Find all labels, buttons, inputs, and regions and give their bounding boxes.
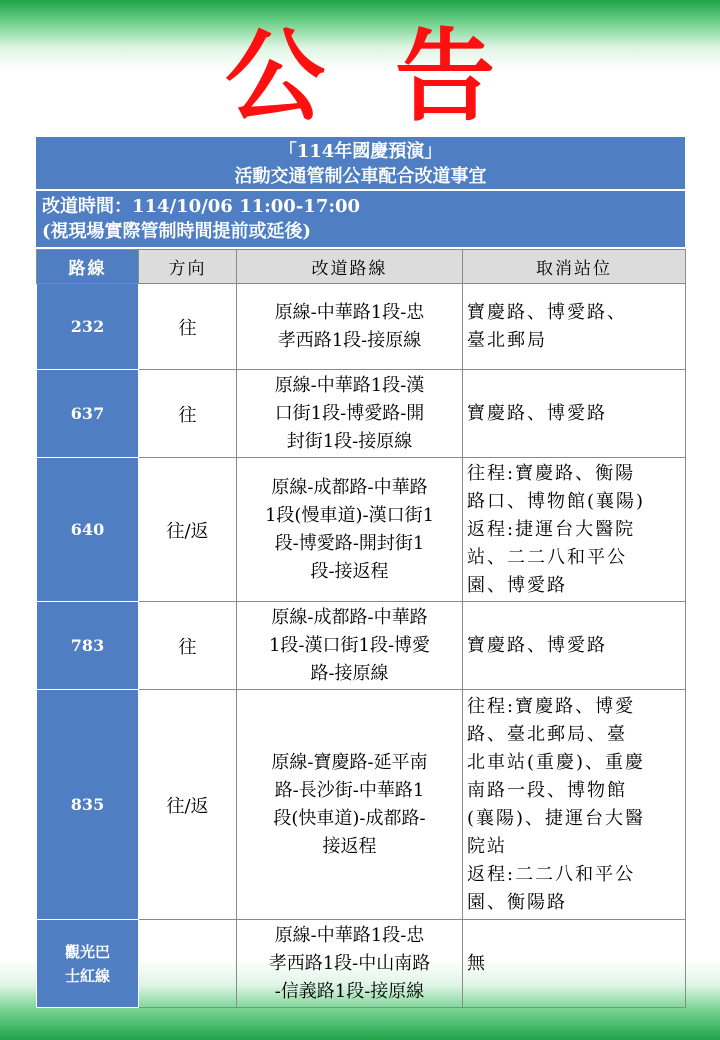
notice-sheet [36,137,685,1008]
cancelled-stops [463,602,686,690]
detour-line: 路-接原線 [310,662,389,684]
detour-line: 1段(慢車道)-漢口街1 [264,504,435,526]
detour-route [237,690,463,920]
cancelled-line: 園、博愛路 [467,574,567,596]
cancelled-line: (襄陽)、捷運台大醫 [467,807,646,829]
cancelled-line: 園、衡陽路 [467,891,567,913]
direction [139,920,237,1008]
cancelled-line: 寶慶路、博愛路 [467,402,607,424]
detour-line: 段-接返程 [310,560,389,582]
detour-time-note: (視現場實際管制時間提前或延後) [42,221,312,242]
notice-title: 公告 [225,18,565,135]
detour-route [237,370,463,458]
direction: 往 [139,602,237,690]
detour-line: 原線-中華路1段-漢 [274,374,425,396]
cancelled-line: 返程:捷運台大醫院 [467,518,636,540]
detour-route [237,458,463,602]
route-name-line: 士紅線 [64,966,110,985]
header-route: 路線 [37,250,139,284]
cancelled-line: 路口、博物館(襄陽) [467,490,646,512]
cancelled-line: 寶慶路、博愛路 [467,634,607,656]
detour-line: 路-長沙街-中華路1 [274,779,425,801]
event-subtitle: 活動交通管制公車配合改道事宜 [234,166,487,187]
cancelled-line: 寶慶路、博愛路、 [467,301,627,323]
table-header-row [37,250,686,284]
cancelled-stops [463,920,686,1008]
route-number: 637 [37,370,139,458]
event-banner [36,137,685,191]
cancelled-line: 站、二二八和平公 [467,546,627,568]
detour-route [237,284,463,370]
detour-line: 孝西路1段-接原線 [277,329,422,351]
header-cancelled-stops: 取消站位 [463,250,686,284]
cancelled-line: 南路一段、博物館 [467,779,627,801]
cancelled-stops [463,370,686,458]
cancelled-line: 臺北郵局 [467,329,547,351]
cancelled-line: 無 [467,952,487,974]
direction: 往 [139,284,237,370]
table-row [37,458,686,602]
detour-time: 改道時間：114/10/06 11:00-17:00 [42,196,361,217]
cancelled-line: 院站 [467,835,507,857]
table-row [37,920,686,1008]
direction: 往/返 [139,458,237,602]
detour-line: 原線-寶慶路-延平南 [271,751,428,773]
route-number: 232 [37,284,139,370]
cancelled-line: 北車站(重慶)、重慶 [467,751,646,773]
cancelled-line: 往程:寶慶路、博愛 [467,695,636,717]
detour-line: 原線-中華路1段-忠 [274,924,425,946]
route-number: 835 [37,690,139,920]
table-row [37,284,686,370]
cancelled-stops [463,284,686,370]
cancelled-stops [463,458,686,602]
detour-time-box [36,191,685,249]
cancelled-line: 路、臺北郵局、臺 [467,723,627,745]
detour-line: 段(快車道)-成都路- [273,807,426,829]
header-direction: 方向 [139,250,237,284]
detour-line: 孝西路1段-中山南路 [268,952,431,974]
route-number: 783 [37,602,139,690]
header-detour: 改道路線 [237,250,463,284]
detour-route [237,602,463,690]
detour-line: -信義路1段-接原線 [274,980,425,1002]
direction: 往/返 [139,690,237,920]
detour-line: 口街1段-博愛路-開 [274,402,425,424]
detour-line: 1段-漢口街1段-博愛 [268,634,431,656]
detour-line: 原線-成都路-中華路 [271,476,428,498]
table-row [37,690,686,920]
detour-table [36,249,686,1008]
route-number: 640 [37,458,139,602]
table-row [37,370,686,458]
detour-line: 接返程 [322,835,377,857]
detour-line: 原線-成都路-中華路 [271,606,428,628]
cancelled-line: 往程:寶慶路、衡陽 [467,462,636,484]
detour-line: 封街1段-接原線 [286,430,413,452]
detour-route [237,920,463,1008]
direction: 往 [139,370,237,458]
route-name-line: 觀光巴 [64,942,110,961]
detour-line: 原線-中華路1段-忠 [274,301,425,323]
table-row [37,602,686,690]
route-name [37,920,139,1008]
event-name: 「114年國慶預演」 [278,141,443,162]
detour-line: 段-博愛路-開封街1 [274,532,425,554]
cancelled-stops [463,690,686,920]
cancelled-line: 返程:二二八和平公 [467,863,636,885]
